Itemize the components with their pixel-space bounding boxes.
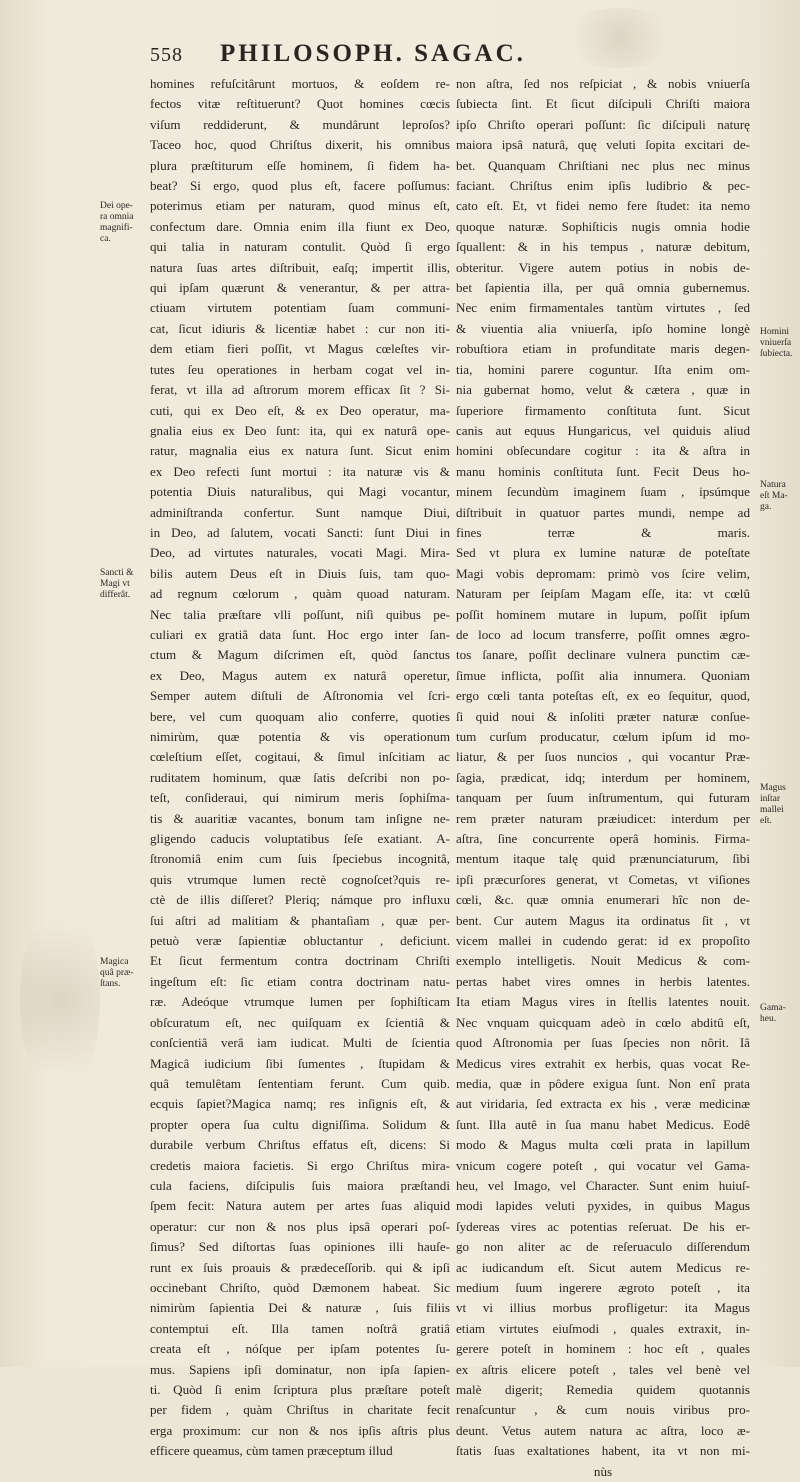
text-line: media, quæ in pôdere exigua ſunt. Non enî prata: [456, 1075, 750, 1091]
text-line: pertas habet vires omnes in herbis latentes.: [456, 973, 750, 989]
text-line: Magicâ iudicium ſibi ſumentes , ſtupidam &: [150, 1055, 450, 1071]
text-line: quâ temulêtam ſententiam ferunt. Cum quib.: [150, 1075, 450, 1091]
page-header: [150, 40, 760, 70]
margin-note-natura: Natura eſt Ma- ga.: [760, 480, 788, 512]
text-line: nimirùm ſapientia Dei & naturæ , ſuis filiis: [150, 1300, 450, 1316]
text-line: cœli, &c. quæ omnia enumerari hîc non de-: [456, 892, 750, 908]
text-line: quoque naturæ. Sophiſticis nugis omnia hodie: [456, 218, 750, 234]
text-line: vicem mallei in cudendo gerat: id ex propoſito: [456, 933, 750, 949]
text-line: operatur: cur non & nos plus ipsâ operari poſ-: [150, 1218, 450, 1234]
text-line: liatur, & per ſuos nuncios , qui vocantur Præ-: [456, 749, 750, 765]
text-line: nimirùm, quæ potentia & vis operationum: [150, 729, 450, 744]
text-line: homines refuſcitârunt mortuos, & eoſdem re-: [150, 76, 450, 91]
text-line: rem præter naturam præiudicet: interdum per: [456, 810, 750, 826]
text-line: canis aut equus Hungaricus, vel quiduis aliud: [456, 422, 750, 438]
text-line: in Deo, ad ſalutem, vocati Sancti: ſunt Diui in: [150, 524, 450, 540]
text-line: quod Aſtronomia per ſuas ſpecies non nôrit. Iâ: [456, 1035, 750, 1051]
text-line: efficere queamus, cùm tamen præceptum illud: [150, 1443, 393, 1459]
text-line: ac iudicandum eſt. Sicut autem Medicus re-: [456, 1259, 750, 1275]
running-title: PHILOSOPH. SAGAC.: [220, 40, 526, 67]
text-line: ecquis ſapiet?Magica namq; res inſignis eſt, &: [150, 1096, 450, 1112]
text-line: tanquam per ſuum inſtrumentum, qui futuram: [456, 790, 750, 806]
text-line: tum curſum producatur, cœlum ipſum id mo-: [456, 729, 750, 744]
text-line: teſt, conſideraui, qui nimirum meris ſophiſma-: [150, 790, 450, 806]
text-line: exemplo intelligetis. Nouit Medicus & com-: [456, 953, 750, 969]
text-line: fines terræ & maris.: [456, 524, 750, 540]
text-line: ctè de illis diſſeret? Pleriq; námque pro influxu: [150, 892, 450, 908]
text-line: ctiuam virtutem potentiam ſuam communi-: [150, 300, 450, 316]
text-line: poterimus etiam per naturam, quod minus eſt,: [150, 198, 450, 214]
text-line: heu, vel Imago, vel Character. Sunt enim huiuſ-: [456, 1177, 750, 1193]
text-line: cula faciens, diſcipulis ſuis maiora præſtandi: [150, 1177, 450, 1193]
text-line: durabile verbum Chriſtus effatus eſt, dicens: Si: [150, 1137, 450, 1153]
text-line: confectum dare. Omnia enim illa fiunt ex Deo,: [150, 218, 450, 234]
text-line: faciant. Chriſtus enim ipſis ludibrio & pec-: [456, 178, 750, 194]
text-line: gnalia eius ex Deo ſunt: ita, qui ex naturâ ope-: [150, 422, 450, 438]
text-line: ſtronomiâ enim cum ſuis ſpeciebus incognitâ,: [150, 851, 450, 867]
text-line: qui ipſam quærunt & venerantur, & per attra-: [150, 280, 450, 296]
text-line: aut viridaria, ſed extracta ex his , veræ medicinæ: [456, 1096, 750, 1112]
margin-note-magus: Magus inſtar mallei eſt.: [760, 783, 786, 826]
margin-note-magica: Magica quâ præ- ſtans.: [100, 957, 134, 989]
text-line: Taceo hoc, quod Chriſtus dixerit, his omnibus: [150, 137, 450, 153]
text-line: non aſtra, ſed nos reſpiciat , & nobis vniuerſa: [456, 76, 750, 91]
text-line: deunt. Vetus autem natura ac aſtra, loco æ-: [456, 1422, 750, 1438]
text-line: ex aſtris elicere poteſt , tales vel benè vel: [456, 1361, 750, 1377]
text-line: etiam virtutes eiuſmodi , quales extraxit, in-: [456, 1320, 750, 1336]
text-line: Nec enim firmamentales tantùm virtutes , ſed: [456, 300, 750, 316]
text-line: Nec talia præſtare vlli poſſunt, niſi quibus pe-: [150, 606, 450, 622]
text-line: ingeſtum eſt: ſic etiam contra doctrinam natu-: [150, 973, 450, 989]
text-line: qui talia in naturam contulit. Quòd ſi ergo: [150, 239, 450, 255]
text-line: cœleſtium eſſet, cogitaui, & ſimul inſcitiam ac: [150, 749, 450, 765]
text-line: modi lapides veluti pyxides, in quibus Magus: [456, 1198, 750, 1214]
text-line: cato eſt. Et, vt fidei nemo fere ſtudet: ita nemo: [456, 198, 750, 214]
text-line: manu hominis conſtituta ſunt. Fecit Deus ho-: [456, 463, 750, 479]
text-line: bet. Quanquam Chriſtiani nec plus nec minus: [456, 157, 750, 173]
text-line: culiari ex gratiâ data ſunt. Hoc ergo inter ſan-: [150, 626, 450, 642]
text-line: robuſtiora etiam in profunditate maris degen-: [456, 341, 750, 357]
text-line: homini obſecundare cogitur : ita & aſtra in: [456, 443, 750, 459]
text-line: dem etiam fieri poſſit, vt Magus cœleſtes vir-: [150, 341, 450, 357]
text-line: creata eſt , nóſque per ipſam potentes ſu-: [150, 1341, 450, 1357]
text-line: fectos vitæ reſtituerunt? Quot homines cœcis: [150, 96, 450, 112]
text-line: credetis maiora facietis. Si ergo Chriſtus mira-: [150, 1157, 450, 1173]
text-line: ad regnum cœlorum , quàm quoad naturam.: [150, 586, 450, 602]
text-line: natura ſuas artes diſtribuit, eaſq; impertit illis,: [150, 259, 450, 275]
text-line: ſubiecta ſint. Et ſicut diſcipuli Chriſti maiora: [456, 96, 750, 112]
text-line: bet ſapientia illa, per quâ omnia gubernemus.: [456, 280, 750, 296]
text-line: conſcientiâ verâ iam iudicat. Multi de ſcientia: [150, 1035, 450, 1051]
text-line: bilis autem Deus eſt in Diuis ſuis, tam quo-: [150, 565, 450, 581]
text-line: ſimue inflicta, poſſit alia innumera. Quoniam: [456, 667, 750, 683]
text-line: nia gubernat homo, velut & cætera , quæ in: [456, 382, 750, 398]
text-line: Et ſicut fermentum contra doctrinam Chriſti: [150, 953, 450, 969]
margin-note-gamaheu: Gama- heu.: [760, 1003, 786, 1024]
text-line: ti. Quòd ſi enim ſcriptura plus præſtare poteſt: [150, 1382, 450, 1397]
text-line: cuti, qui ex Deo eſt, & ex Deo operatur, ma-: [150, 402, 450, 418]
text-line: tis & auaritiæ vacantes, bonum tam inſigne ne-: [150, 810, 450, 826]
text-line: contemptui eſt. Illa tamen noſtrâ gratiâ: [150, 1320, 450, 1336]
text-line: adminiſtranda confertur. Sunt namque Diui,: [150, 504, 450, 520]
text-line: tia, homini parere coguntur. Iſta enim om-: [456, 361, 750, 377]
text-line: Semper autem diſtuli de Aſtronomia vel ſcri-: [150, 688, 450, 704]
text-line: Nec vnquam quicquam adeò in cœlo abditû eſt,: [456, 1014, 750, 1030]
text-line: maiora ipsâ naturâ, quę veluti ſopita excitari de-: [456, 137, 750, 153]
text-line: mus. Sapiens ipſi dominatur, non ipſa ſapien-: [150, 1361, 450, 1377]
text-line: ipſo Chriſto operari poſſunt: ſic diſcipuli naturę: [456, 116, 750, 132]
text-line: vnicum cogere poteſt , qui vocatur vel Gama-: [456, 1157, 750, 1173]
left-text-column: [150, 74, 450, 1462]
text-line: vt vi illius morbus profligetur: ita Magus: [456, 1300, 750, 1316]
text-line: Ita etiam Magus vires in ſtellis latentes nouit.: [456, 994, 750, 1010]
text-line: Magi vobis depromam: primò vos ſcire velim,: [456, 565, 750, 581]
text-line: ſquallent: & in his tempus , naturæ debitum,: [456, 239, 750, 255]
text-line: ſtatis ſuas exaltationes habent, ita vt non mi-: [456, 1443, 750, 1459]
text-line: ergo cœli tanta poteſtas eſt, ex eo ſequitur, quod,: [456, 688, 750, 704]
text-line: cat, ſicut idiuris & licentiæ habet : cur non iti-: [150, 320, 450, 336]
text-line: aſtra, ſine concurrente operâ hominis. Firma-: [456, 831, 750, 847]
text-line: ſpem fecit: Natura autem per artes ſuas aliquid: [150, 1198, 450, 1214]
text-line: tos ſanare, poſſit declinare vulnera punctim cæ-: [456, 647, 750, 663]
text-line: ruditatem hominum, quæ ſatis deſcribi non po-: [150, 769, 450, 785]
text-line: ctum & Magum diſcrimen eſt, quòd ſanctus: [150, 647, 450, 663]
text-line: bere, vel cum quoquam alio conferre, quoties: [150, 708, 450, 724]
text-line: de loco ad locum transferre, poſſit omnes ægro-: [456, 626, 750, 642]
text-line: gligendo caducis voluptatibus ſeſe exatiant. A-: [150, 831, 450, 847]
text-line: ſuperiore firmamento conſtituta ſunt. Sicut: [456, 402, 750, 418]
text-line: mentum itaque talę quid prænunciaturum, ſibi: [456, 851, 750, 867]
text-line: medium ſuum ingerere ægroto poteſt , ita: [456, 1279, 750, 1295]
text-line: ſunt. Illa autê in ſua manu habet Medicus. Eodê: [456, 1116, 750, 1132]
text-line: ſagia, prædicat, idq; interdum per hominem,: [456, 769, 750, 785]
text-line: ipſi præcurſores generat, vt Cometas, vt viſiones: [456, 871, 750, 887]
text-line: nùs: [593, 1463, 613, 1479]
text-line: & viuentia alia vniuerſa, ipſo homine longè: [456, 320, 750, 336]
text-line: per fidem , quàm Chriſtus in charitate fecit: [150, 1402, 450, 1418]
text-line: viſum reddiderunt, & mundârunt leproſos?: [150, 116, 450, 132]
text-line: malè digerit; Remedia quidem quotannis: [456, 1382, 750, 1397]
text-line: minem ſecundùm imaginem ſuam , ipsúmque: [456, 484, 750, 500]
text-line: beat? Si ergo, quod plus eſt, facere poſſumus:: [150, 178, 450, 194]
text-line: tutes ſeu operationes in herbam cogat vel in-: [150, 361, 450, 377]
text-line: ræ. Adeóque vtrumque lumen per ſophiſticam: [150, 994, 450, 1010]
text-line: potentia Diuis naturalibus, qui Magi vocantur,: [150, 484, 450, 500]
text-line: bent. Cur autem Magus ita ordinatus ſit , vt: [456, 912, 750, 928]
margin-note-homini: Homini vniuerſa ſubiecta.: [760, 327, 793, 359]
text-line: runt ex ſuis proauis & prædeceſſorib. qui & ipſi: [150, 1259, 450, 1275]
text-line: ſimus? Sed diſtortas ſuas opiniones illi hauſe-: [150, 1239, 450, 1255]
text-line: obteritur. Vigere autem potius in nobis de-: [456, 259, 750, 275]
text-line: Sed vt plura ex lumine naturæ de poteſtate: [456, 545, 750, 561]
margin-note-dei-opera: Dei ope- ra omnia magnifi- ca.: [100, 201, 134, 244]
text-line: ex Deo, Magus autem ex naturâ operetur,: [150, 667, 450, 683]
text-line: poſſit hominem mutare in lupum, poſſit ipſum: [456, 606, 750, 622]
text-line: ſydereas vires ac potentias reſeruat. De his er-: [456, 1218, 750, 1234]
text-line: occinebant Chriſto, quòd Dæmonem habeat. Sic: [150, 1279, 450, 1295]
text-line: Deo, ad virtutes naturales, vocati Magi. Mira-: [150, 545, 450, 561]
text-line: erga proximum: cur non & nos ipſis aſtris plus: [150, 1422, 450, 1438]
text-line: ex Deo refecti ſunt mortui : ita naturæ vis &: [150, 463, 450, 479]
text-line: renaſcuntur , & cum nouis viribus pro-: [456, 1402, 750, 1418]
margin-note-sancti-magi: Sancti & Magi vt differât.: [100, 568, 134, 600]
text-line: modo & Magus multa cœli prata in lapillum: [456, 1137, 750, 1153]
text-line: ratur, magnalia eius ex natura ſunt. Sicut enim: [150, 443, 450, 459]
text-line: ferat, vt illa ad aſtrorum morem efficax ſit ? Si-: [150, 382, 450, 398]
text-line: diſtribuit in quatuor partes mundi, nempe ad: [456, 504, 750, 520]
text-line: propter opera ſua cultu digniſſima. Solidum &: [150, 1116, 450, 1132]
text-line: go non aliter ac de reſeruaculo diſſerendum: [456, 1239, 750, 1255]
right-text-column: [456, 74, 750, 1482]
text-line: gerere poteſt in hominem : hoc eſt , quales: [456, 1341, 750, 1357]
text-line: quis vtrumque lumen rectè cognoſcet?quis re-: [150, 871, 450, 887]
text-line: ſui aſtri ad malitiam & phantaſiam , quæ per-: [150, 912, 450, 928]
text-line: Medicus vires extrahit ex herbis, quas vocat Re-: [456, 1055, 750, 1071]
text-line: ſi quid noui & inſoliti præter naturæ conſue-: [456, 708, 750, 724]
text-line: petuò veræ ſapientiæ obluctantur , deficiunt.: [150, 933, 450, 949]
page-number: 558: [150, 44, 183, 66]
text-line: plura præſtiturum eſſe hominem, ſi fidem ha-: [150, 157, 450, 173]
text-line: obſcuratum eſt, nec quiſquam ex ſcientiâ &: [150, 1014, 450, 1030]
text-line: Naturam per ſeipſam Magam eſſe, ita: vt cœlû: [456, 586, 750, 602]
